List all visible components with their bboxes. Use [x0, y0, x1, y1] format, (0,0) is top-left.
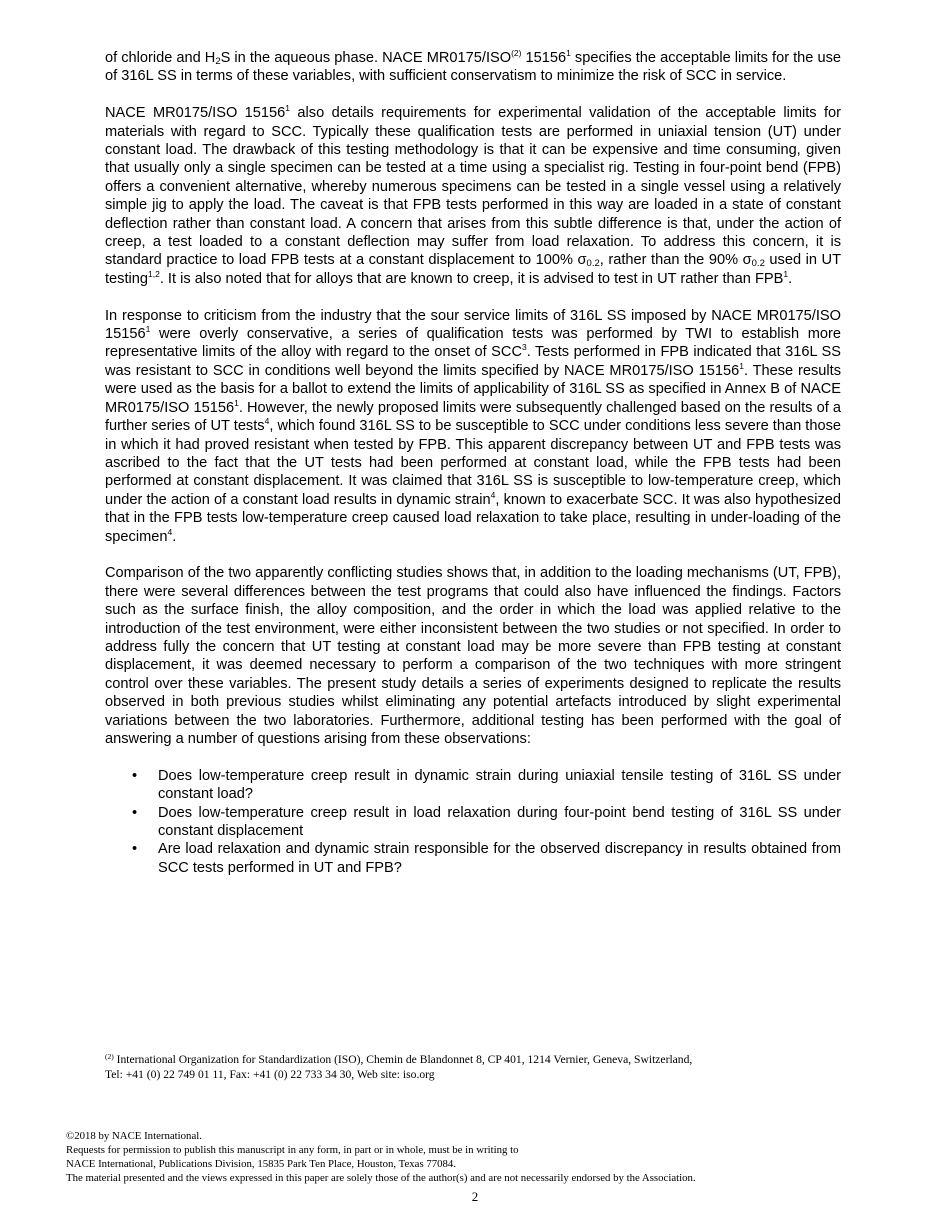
list-item: • Does low-temperature creep result in dynamic strain during uniaxial tensile testing of 316L SS under constant load? [132, 767, 841, 803]
bullet-icon: • [132, 841, 138, 858]
paragraph-2: NACE MR0175/ISO 15156$^1$ also details requirements for experimental validation of the acceptable limits for materials with regard to SCC. Typically these qualification tests are performed in uniaxial tension (UT) under constant load. The drawback of this testing methodology is that it can be expensive and time consuming, given that usually only a single specimen can be tested at a time using a specialist rig. Testing in four-point bend (FPB) offers a convenient alternative, whereby numerous specimens can be tested in a single vessel using a relatively simple jig to apply the load. The caveat is that FPB tests performed in this way are loaded in a state of constant deflection rather than constant load. A concern that arises from this subtle difference is that, under the action of creep, a test loaded to a constant deflection may suffer from load relaxation. To address this concern, it is standard practice to load FPB tests at a constant displacement to 100% $\sigma_{0.2}$, rather than the 90% $\sigma_{0.2}$ used in UT testing$^{1,2}$. It is also noted that for alloys that are known to creep, it is advised to test in UT rather than FPB$^1$. [105, 103, 842, 287]
footnote: $^{(2)}$ International Organization for Standardization (ISO), Chemin de Blandonnet 8, CP 401, 1214 Vernier, Geneva, Switzerland, Tel: +41 (0) 22 749 01 11, Fax: +41 (0) 22 733 34 30, Web site: iso.org [105, 1052, 693, 1081]
paragraph-4: Comparison of the two apparently conflicting studies shows that, in addition to the loading mechanisms (UT, FPB), there were several differences between the test programs that could also have influenced the findings. Factors such as the surface finish, the alloy composition, and the order in which the load was applied relative to the introduction of the test environment, were either inconsistent between the two studies or not specified. In order to address fully the concern that UT testing at constant load may be more severe than FPB testing at constant displacement, it was deemed necessary to perform a comparison of the two techniques with more stringent control over these variables. The present study details a series of experiments designed to replicate the results observed in both previous studies whilst eliminating any potential artefacts introduced by slight experimental variations between the two laboratories. Furthermore, additional testing has been performed with the goal of answering a number of questions arising from these observations: [105, 565, 841, 747]
bullet-icon: • [132, 804, 138, 821]
question-list [105, 767, 841, 877]
paragraph-1: of chloride and $H_2S$ in the aqueous phase. NACE MR0175/ISO$^{(2)}$ 15156$^1$ specifies the acceptable limits for the use of 316L SS in terms of these variables, with sufficient conservatism to minimize the risk of SCC in service. [105, 48, 841, 85]
paragraph-3: In response to criticism from the industry that the sour service limits of 316L SS imposed by NACE MR0175/ISO 15156$^1$ were overly conservative, a series of qualification tests was performed by TWI to establish more representative limits of the alloy with regard to the onset of SCC$^3$. Tests performed in FPB indicated that 316L SS was resistant to SCC in conditions well beyond the limits specified by NACE MR0175/ISO 15156$^1$. These results were used as the basis for a ballot to extend the limits of applicability of 316L SS as specified in Annex B of NACE MR0175/ISO 15156$^1$. However, the newly proposed limits were subsequently challenged based on the results of a further series of UT tests$^4$, which found 316L SS to be susceptible to SCC under conditions less severe than those in which it had proved resistant when tested by FPB. This apparent discrepancy between UT and FPB tests was ascribed to the fact that the UT tests had been performed at constant load, while the FPB tests had been performed at constant displacement. It was claimed that 316L SS is susceptible to low-temperature creep, which under the action of a constant load results in dynamic strain$^4$, known to exacerbate SCC. It was also hypothesized that in the FPB tests low-temperature creep caused load relaxation to take place, resulting in under-loading of the specimen$^4$. [105, 307, 841, 545]
bullet-icon: • [132, 767, 138, 784]
list-item: • Are load relaxation and dynamic strain responsible for the observed discrepancy in results obtained from SCC tests performed in UT and FPB? [132, 841, 841, 876]
list-item: • Does low-temperature creep result in load relaxation during four-point bend testing of 316L SS under constant displacement [132, 804, 841, 839]
body-text [105, 49, 841, 877]
page-number: 2 [471, 1189, 479, 1204]
copyright-notice: ©2018 by NACE International. Requests for permission to publish this manuscript in any form, in part or in whole, must be in writing to NACE International, Publications Division, 15835 Park Ten Place, Houston, Texas 77084. The material presented and the views expressed in this paper are solely those of the author(s) and are not necessarily endorsed by the Association. [66, 1130, 696, 1184]
